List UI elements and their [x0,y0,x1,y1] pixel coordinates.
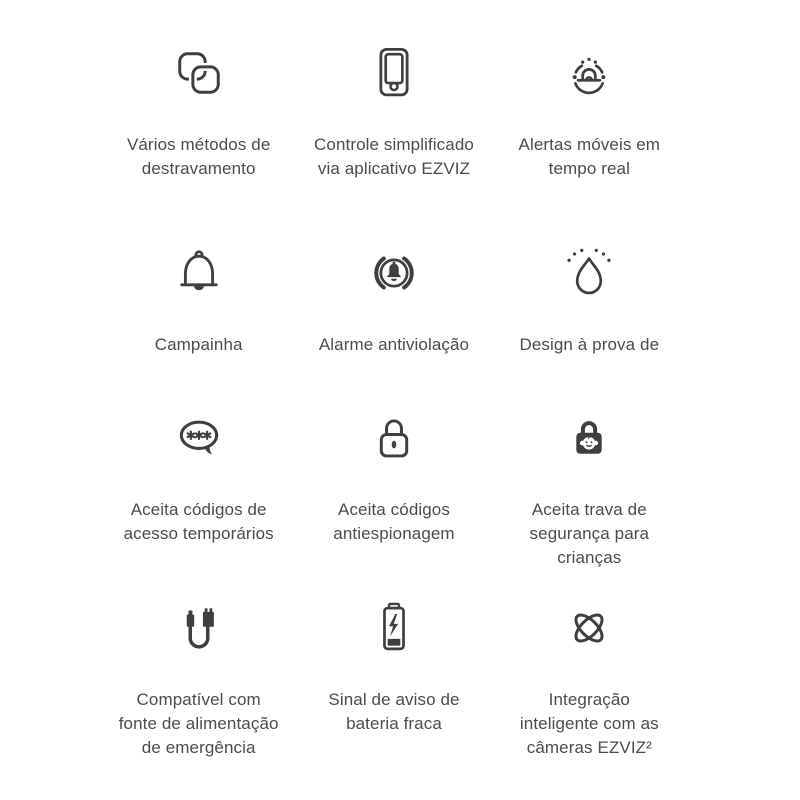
smartphone-icon [366,45,422,101]
feature-caption: Aceita trava de segurança para crianças [529,500,650,567]
feature-cell-low-battery [296,593,491,760]
temporary-code-bubble-icon [170,409,228,467]
feature-cell-temporary-codes [101,403,296,593]
usb-cable-icon [171,600,227,656]
feature-caption: Controle simplificado via aplicativo EZVIZ [314,135,474,178]
feature-cell-child-lock [492,403,687,593]
feature-caption: Aceita códigos antiespionagem [333,500,455,543]
feature-grid [101,0,687,760]
feature-caption: Sinal de aviso de bateria fraca [328,690,460,733]
feature-caption: Compatível com fonte de alimentação de emergência [118,690,279,757]
child-lock-icon [561,410,617,466]
feature-cell-doorbell [101,238,296,403]
feature-caption: Aceita códigos de acesso temporários [123,500,274,543]
feature-caption: Vários métodos de destravamento [126,135,271,178]
feature-caption: Alarme antiviolação [318,335,470,354]
feature-cell-mobile-alerts [492,38,687,238]
feature-cell-waterproof [492,238,687,403]
padlock-icon [366,410,422,466]
water-drop-icon [560,244,618,302]
siren-alert-icon [560,44,618,102]
feature-caption: Integração inteligente com as câmeras EZVIZ² [519,690,659,757]
feature-caption: Alertas móveis em tempo real [518,135,661,178]
feature-cell-antipeep-codes [296,403,491,593]
feature-cell-app-control [296,38,491,238]
overlapping-squares-icon [171,45,227,101]
feature-caption: Design à prova de [519,335,660,354]
feature-cell-unlock-methods [101,38,296,238]
feature-cell-emergency-power [101,593,296,760]
feature-cell-camera-integration [492,593,687,760]
feature-caption: Campainha [154,335,243,354]
doorbell-icon [170,244,228,302]
feature-cell-tamper-alarm [296,238,491,403]
tamper-alarm-icon [365,244,423,302]
camera-integration-icon [561,600,617,656]
low-battery-icon [365,599,423,657]
